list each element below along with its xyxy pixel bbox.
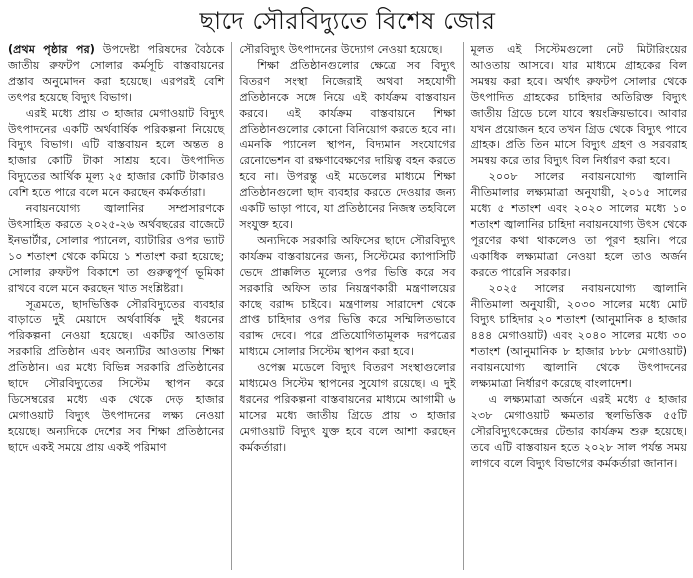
article-headline: ছাদে সৌরবিদ্যুতে বিশেষ জোর xyxy=(199,7,496,35)
paragraph: শিক্ষা প্রতিষ্ঠানগুলোর ক্ষেত্রে সব বিদ্যুৎ বিতরণ সংস্থা নিজেরাই অথবা সহযোগী প্রতিষ্ঠানকে সঙ্গে নিয়ে এই কার্যক্রম বাস্তবায়ন করবে। এই কার্যক্রম বাস্তবায়নে শিক্ষা প্রতিষ্ঠানগুলোর কোনো বিনিয়োগ করতে হবে না। এমনকি প্যানেল স্থাপন, বিদ্যমান সংযোগের রেনোভেশন বা রক্ষণাবেক্ষণের দায়িত্ব বহন করতে হবে না। উপরন্তু এই মডেলের মাধ্যমে শিক্ষা প্রতিষ্ঠানগুলো ছাদ ব্যবহার করতে দেওয়ার জন্য একটি ভাড়া পাবে, যা প্রতিষ্ঠানের নিজস্ব তহবিলে সংযুক্ত হবে। xyxy=(239,58,456,231)
paragraph: সৌরবিদ্যুৎ উৎপাদনের উদ্যোগ নেওয়া হয়েছে। xyxy=(239,43,443,56)
paragraph-text: উপদেষ্টা পরিষদের বৈঠকে জাতীয় রুফটপ সোলার কর্মসূচি বাস্তবায়নের প্রস্তাব অনুমোদন করা হয়েছে। এরপরই বেশি তৎপর হয়েছে বিদ্যুৎ বিভাগ। xyxy=(8,43,225,104)
column-2 xyxy=(232,42,463,570)
newspaper-page xyxy=(0,6,693,578)
paragraph: ওপেক্স মডেলে বিদ্যুৎ বিতরণ সংস্থাগুলোর মাধ্যমেও সিস্টেম স্থাপনের সুযোগ রয়েছে। এ দুই ধরনের পরিকল্পনা বাস্তবায়নের মাধ্যমে আগামী ৬ মাসের মধ্যে জাতীয় গ্রিডে প্রায় ৩ হাজার মেগাওয়াট বিদ্যুৎ যুক্ত হবে বলে আশা করছেন কর্মকর্তারা। xyxy=(239,361,456,454)
paragraph: অন্যদিকে সরকারি অফিসের ছাদে সৌরবিদ্যুৎ কার্যক্রম বাস্তবায়নের জন্য, সিস্টেমের ক্যাপাসিটি ভেদে প্রাক্কলিত মূল্যের ওপর ভিত্তি করে সব সরকারি অফিস তার নিয়ন্ত্রণকারী মন্ত্রণালয়ের কাছে বরাদ্দ চাইবে। মন্ত্রণালয় সারাদেশ থেকে প্রাপ্ত চাহিদার ওপর ভিত্তি করে সম্মিলিতভাবে বরাদ্দ দেবে। পরে প্রতিযোগিতামূলক দরপত্রের মাধ্যমে সোলার সিস্টেম স্থাপন করা হবে। xyxy=(239,233,456,359)
paragraph: ২০০৮ সালের নবায়নযোগ্য জ্বালানি নীতিমালার লক্ষ্যমাত্রা অনুযায়ী, ২০১৫ সালের মধ্যে ৫ শতাংশ এবং ২০২০ সালের মধ্যে ১০ শতাংশ জ্বালানির চাহিদা নবায়নযোগ্য উৎস থেকে পূরণের কথা থাকলেও তা পূরণ হয়নি। পরে একাধিক লক্ষ্যমাত্রা নেওয়া হলে তাও অর্জন করতে পারেনি সরকার। xyxy=(470,170,687,279)
paragraph: নবায়নযোগ্য জ্বালানির সম্প্রসারণকে উৎসাহিত করতে ২০২৫-২৬ অর্থবছরের বাজেটে ইনভার্টার, সোলার প্যানেল, ব্যাটারির ওপর ভ্যাট ১০ শতাংশ থেকে কমিয়ে ১ শতাংশ করা হয়েছে; সোলার রুফটপ বিকাশে তা গুরুত্বপূর্ণ ভূমিকা রাখবে বলে মনে করছেন খাত সংশ্লিষ্টরা। xyxy=(8,202,225,295)
paragraph: ২০২৫ সালের নবায়নযোগ্য জ্বালানি নীতিমালা অনুযায়ী, ২০৩০ সালের মধ্যে মোট বিদ্যুৎ চাহিদার ২০ শতাংশ (আনুমানিক ৪ হাজার ৪৪৪ মেগাওয়াট) এবং ২০৪০ সালের মধ্যে ৩০ শতাংশ (আনুমানিক ৮ হাজার ৮৮৮ মেগাওয়াট) নবায়নযোগ্য জ্বালানি থেকে উৎপাদনের লক্ষ্যমাত্রা নির্ধারণ করেছে বাংলাদেশ। xyxy=(470,281,687,391)
paragraph: এরই মধ্যে প্রায় ৩ হাজার মেগাওয়াট বিদ্যুৎ উৎপাদনের একটি অর্থবার্ষিক পরিকল্পনা নিয়েছে বিদ্যুৎ বিভাগ। এটি বাস্তবায়ন হলে অন্তত ৪ হাজার কোটি টাকা সাশ্রয় হবে। উৎপাদিত বিদ্যুতের আর্থিক মূল্য ২৫ হাজার কোটি টাকারও বেশি হতে পারে বলে মনে করছেন কর্মকর্তারা। xyxy=(8,106,225,200)
paragraph: সূত্রমতে, ছাদভিত্তিক সৌরবিদ্যুতের ব্যবহার বাড়াতে দুই মেয়াদে অর্থবার্ষিক দুই ধরনের পরিকল্পনা নেওয়া হয়েছে। একটির আওতায় সরকারি প্রতিষ্ঠান এবং অন্যটির আওতায় শিক্ষা প্রতিষ্ঠান। এর মধ্যে বিভিন্ন সরকারি প্রতিষ্ঠানের ছাদে সৌরবিদ্যুতের সিস্টেম স্থাপন করে ডিসেম্বরের মধ্যে এক থেকে দেড় হাজার মেগাওয়াট বিদ্যুৎ উৎপাদনের লক্ষ্য নেওয়া হয়েছে। অন্যদিকে দেশের সব শিক্ষা প্রতিষ্ঠানের ছাদে একই সময়ে প্রায় একই পরিমাণ xyxy=(8,297,225,454)
paragraph: এ লক্ষ্যমাত্রা অর্জনে এরই মধ্যে ৫ হাজার ২৩৮ মেগাওয়াট ক্ষমতার স্থলভিত্তিক ৫৫টি সৌরবিদ্যুৎকেন্দ্রের টেন্ডার কার্যক্রম শুরু হয়েছে। তবে এটি বাস্তবায়ন হতে ২০২৮ সাল পর্যন্ত সময় লাগবে বলে বিদ্যুৎ বিভাগের কর্মকর্তারা জানান। xyxy=(470,392,687,470)
paragraph xyxy=(8,42,224,106)
article-columns xyxy=(8,42,687,570)
column-3 xyxy=(464,42,687,570)
continuation-kicker: (প্রথম পৃষ্ঠার পর) xyxy=(8,43,95,56)
paragraph: মূলত এই সিস্টেমগুলো নেট মিটারিংয়ের আওতায় আসবে। যার মাধ্যমে গ্রাহকের বিল সমন্বয় করা হবে। অর্থাৎ রুফটপ সোলার থেকে উৎপাদিত গ্রাহকের চাহিদার অতিরিক্ত বিদ্যুৎ জাতীয় গ্রিডে চলে যাবে স্বয়ংক্রিয়ভাবে। আবার যখন প্রয়োজন হবে তখন গ্রিড থেকে বিদ্যুৎ পাবে গ্রাহক। প্রতি তিন মাসে বিদ্যুৎ গ্রহণ ও সরবরাহ সমন্বয় করে তার বিদ্যুৎ বিল নির্ধারণ করা হবে। xyxy=(470,43,687,168)
column-1 xyxy=(8,42,232,570)
